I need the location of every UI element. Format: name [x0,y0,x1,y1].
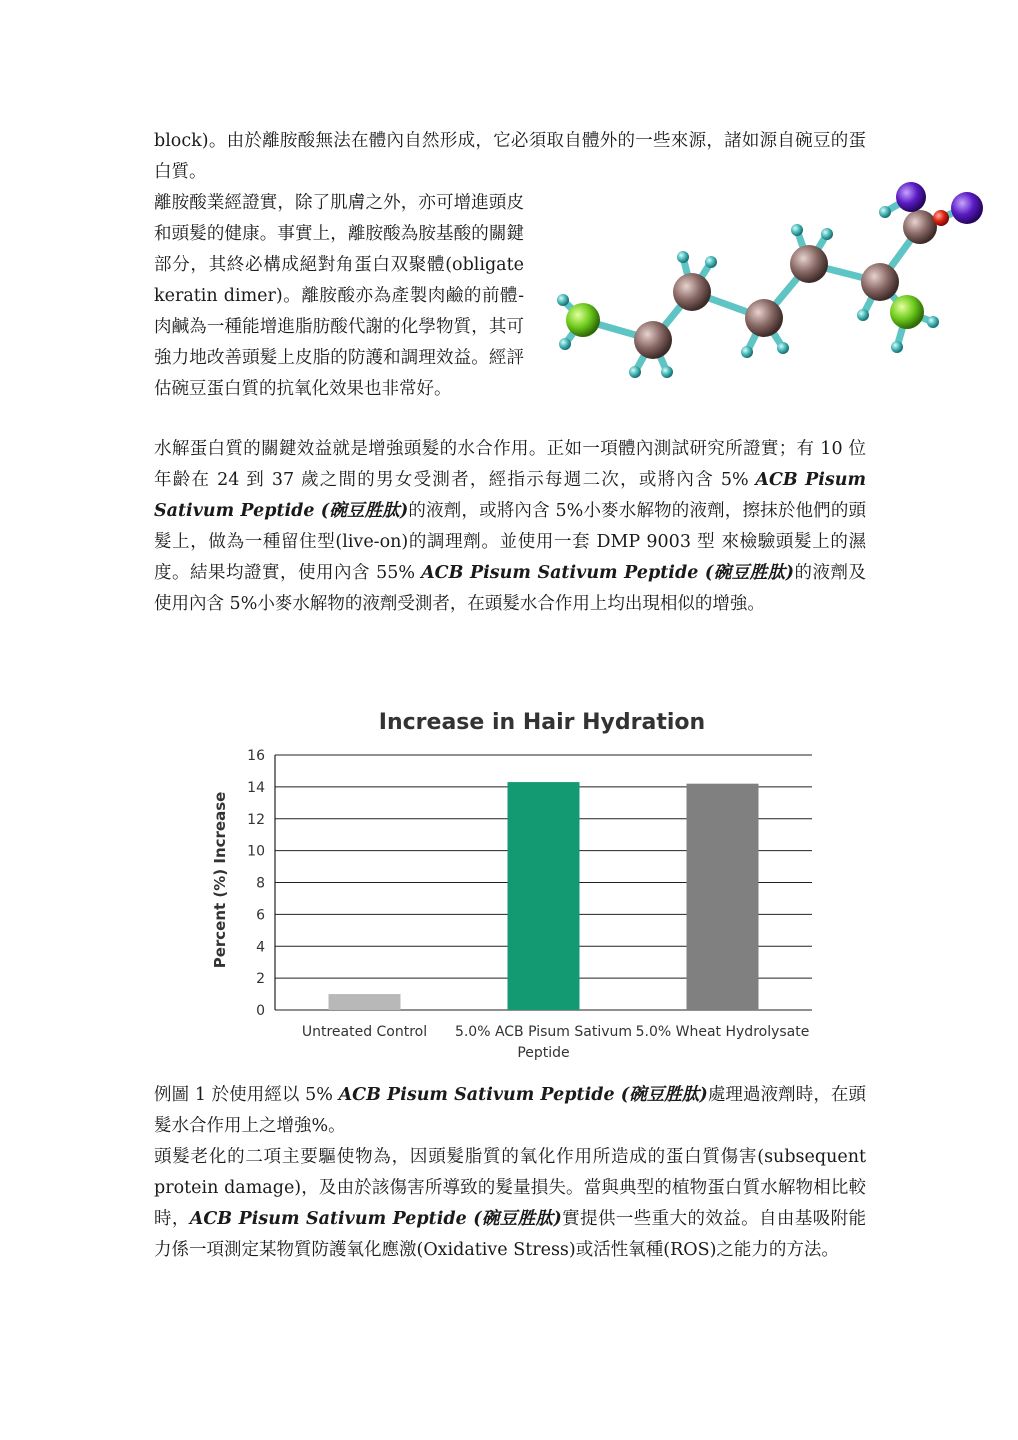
chart-y-tick-label: 14 [247,779,265,796]
paragraph-lysine-benefits: 離胺酸業經證實，除了肌膚之外，亦可增進頭皮和頭髮的健康。事實上，離胺酸為胺基酸的關鍵部分，其終必構成絕對角蛋白双聚體(obligate keratin dimer)。離胺酸亦為產製肉鹼的前體- 肉鹹為一種能增進脂肪酸代謝的化學物質，其可強力地改善頭髮上皮脂的防護和調理效益。經評估碗豆蛋白質的抗氧化效果也非常好。 [154,193,524,399]
chart-x-ticks [302,1024,810,1061]
paragraph-hair-aging: 頭髮老化的二項主要驅使物為，因頭髮脂質的氧化作用所造成的蛋白質傷害(subsequent protein damage)，及由於該傷害所導致的髮量損失。當與典型的植物蛋白質水解物相比較時，ACB Pisum Sativum Peptide (碗豆胜肽)實提供一些重大的效益。自由基吸附能力係一項測定某物質防護氧化應激(Oxidative Stress)或活性氧種(ROS)之能力的方法。 [154,1147,867,1260]
chart-bars [329,782,759,1010]
chart-title: Increase in Hair Hydration [378,710,706,735]
product-name-emphasis: ACB Pisum Sativum Peptide (碗豆胜肽) [421,563,794,583]
hair-hydration-chart [200,700,820,1070]
figure-caption: 例圖 1 於使用經以 5% ACB Pisum Sativum Peptide (碗豆胜肽)處理過液劑時，在頭髮水合作用上之增強%。 [154,1085,867,1136]
product-name-emphasis: ACB Pisum Sativum Peptide (碗豆胜肽) [154,470,866,521]
chart-y-tick-label: 12 [247,811,265,828]
chart-y-tick-label: 10 [247,843,265,860]
lysine-molecule-image [535,172,997,402]
chart-y-ticks [247,748,265,1019]
chart-y-tick-label: 4 [256,939,265,956]
paragraph-lysine-source: block)。由於離胺酸無法在體內自然形成，它必須取自體外的一些來源，諸如源自碗豆的蛋白質。 [154,131,866,182]
product-name-emphasis: ACB Pisum Sativum Peptide (碗豆胜肽) [338,1085,708,1105]
paragraph-hydration-study: 水解蛋白質的關鍵效益就是增強頭髮的水合作用。正如一項體內測試研究所證實；有 10 位年齡在 24 到 37 歲之間的男女受測者，經指示每週二次，或將內含 5% ACB Pisum Sativum Peptide (碗豆胜肽)的液劑，或將內含 5%小麥水解物的液劑，擦抹於他們的頭髮上，做為一種留住型(live-on)的調理劑。並使用一套 DMP 9003 型 來檢驗頭髮上的濕度。結果均證實，使用內含 55% ACB Pisum Sativum Peptide (碗豆胜肽)的液劑及使用內含 5%小麥水解物的液劑受測者，在頭髮水合作用上均出現相似的增強。 [154,439,867,614]
chart-y-tick-label: 16 [247,748,265,764]
chart-y-tick-label: 6 [256,907,265,924]
chart-bar [508,782,580,1010]
chart-y-tick-label: 0 [256,1003,265,1019]
chart-x-tick-label: 5.0% ACB Pisum Sativum [454,1024,633,1040]
chart-bar [687,784,759,1010]
chart-y-axis-label: Percent (%) Increase [211,791,229,969]
chart-y-tick-label: 2 [256,971,265,988]
chart-bar [329,994,401,1010]
chart-x-tick-label: 5.0% Wheat Hydrolysate [635,1024,810,1040]
chart-y-tick-label: 8 [256,875,265,892]
chart-x-tick-label: Peptide [517,1045,570,1061]
product-name-emphasis: ACB Pisum Sativum Peptide (碗豆胜肽) [189,1209,562,1229]
chart-x-tick-label: Untreated Control [301,1024,428,1040]
